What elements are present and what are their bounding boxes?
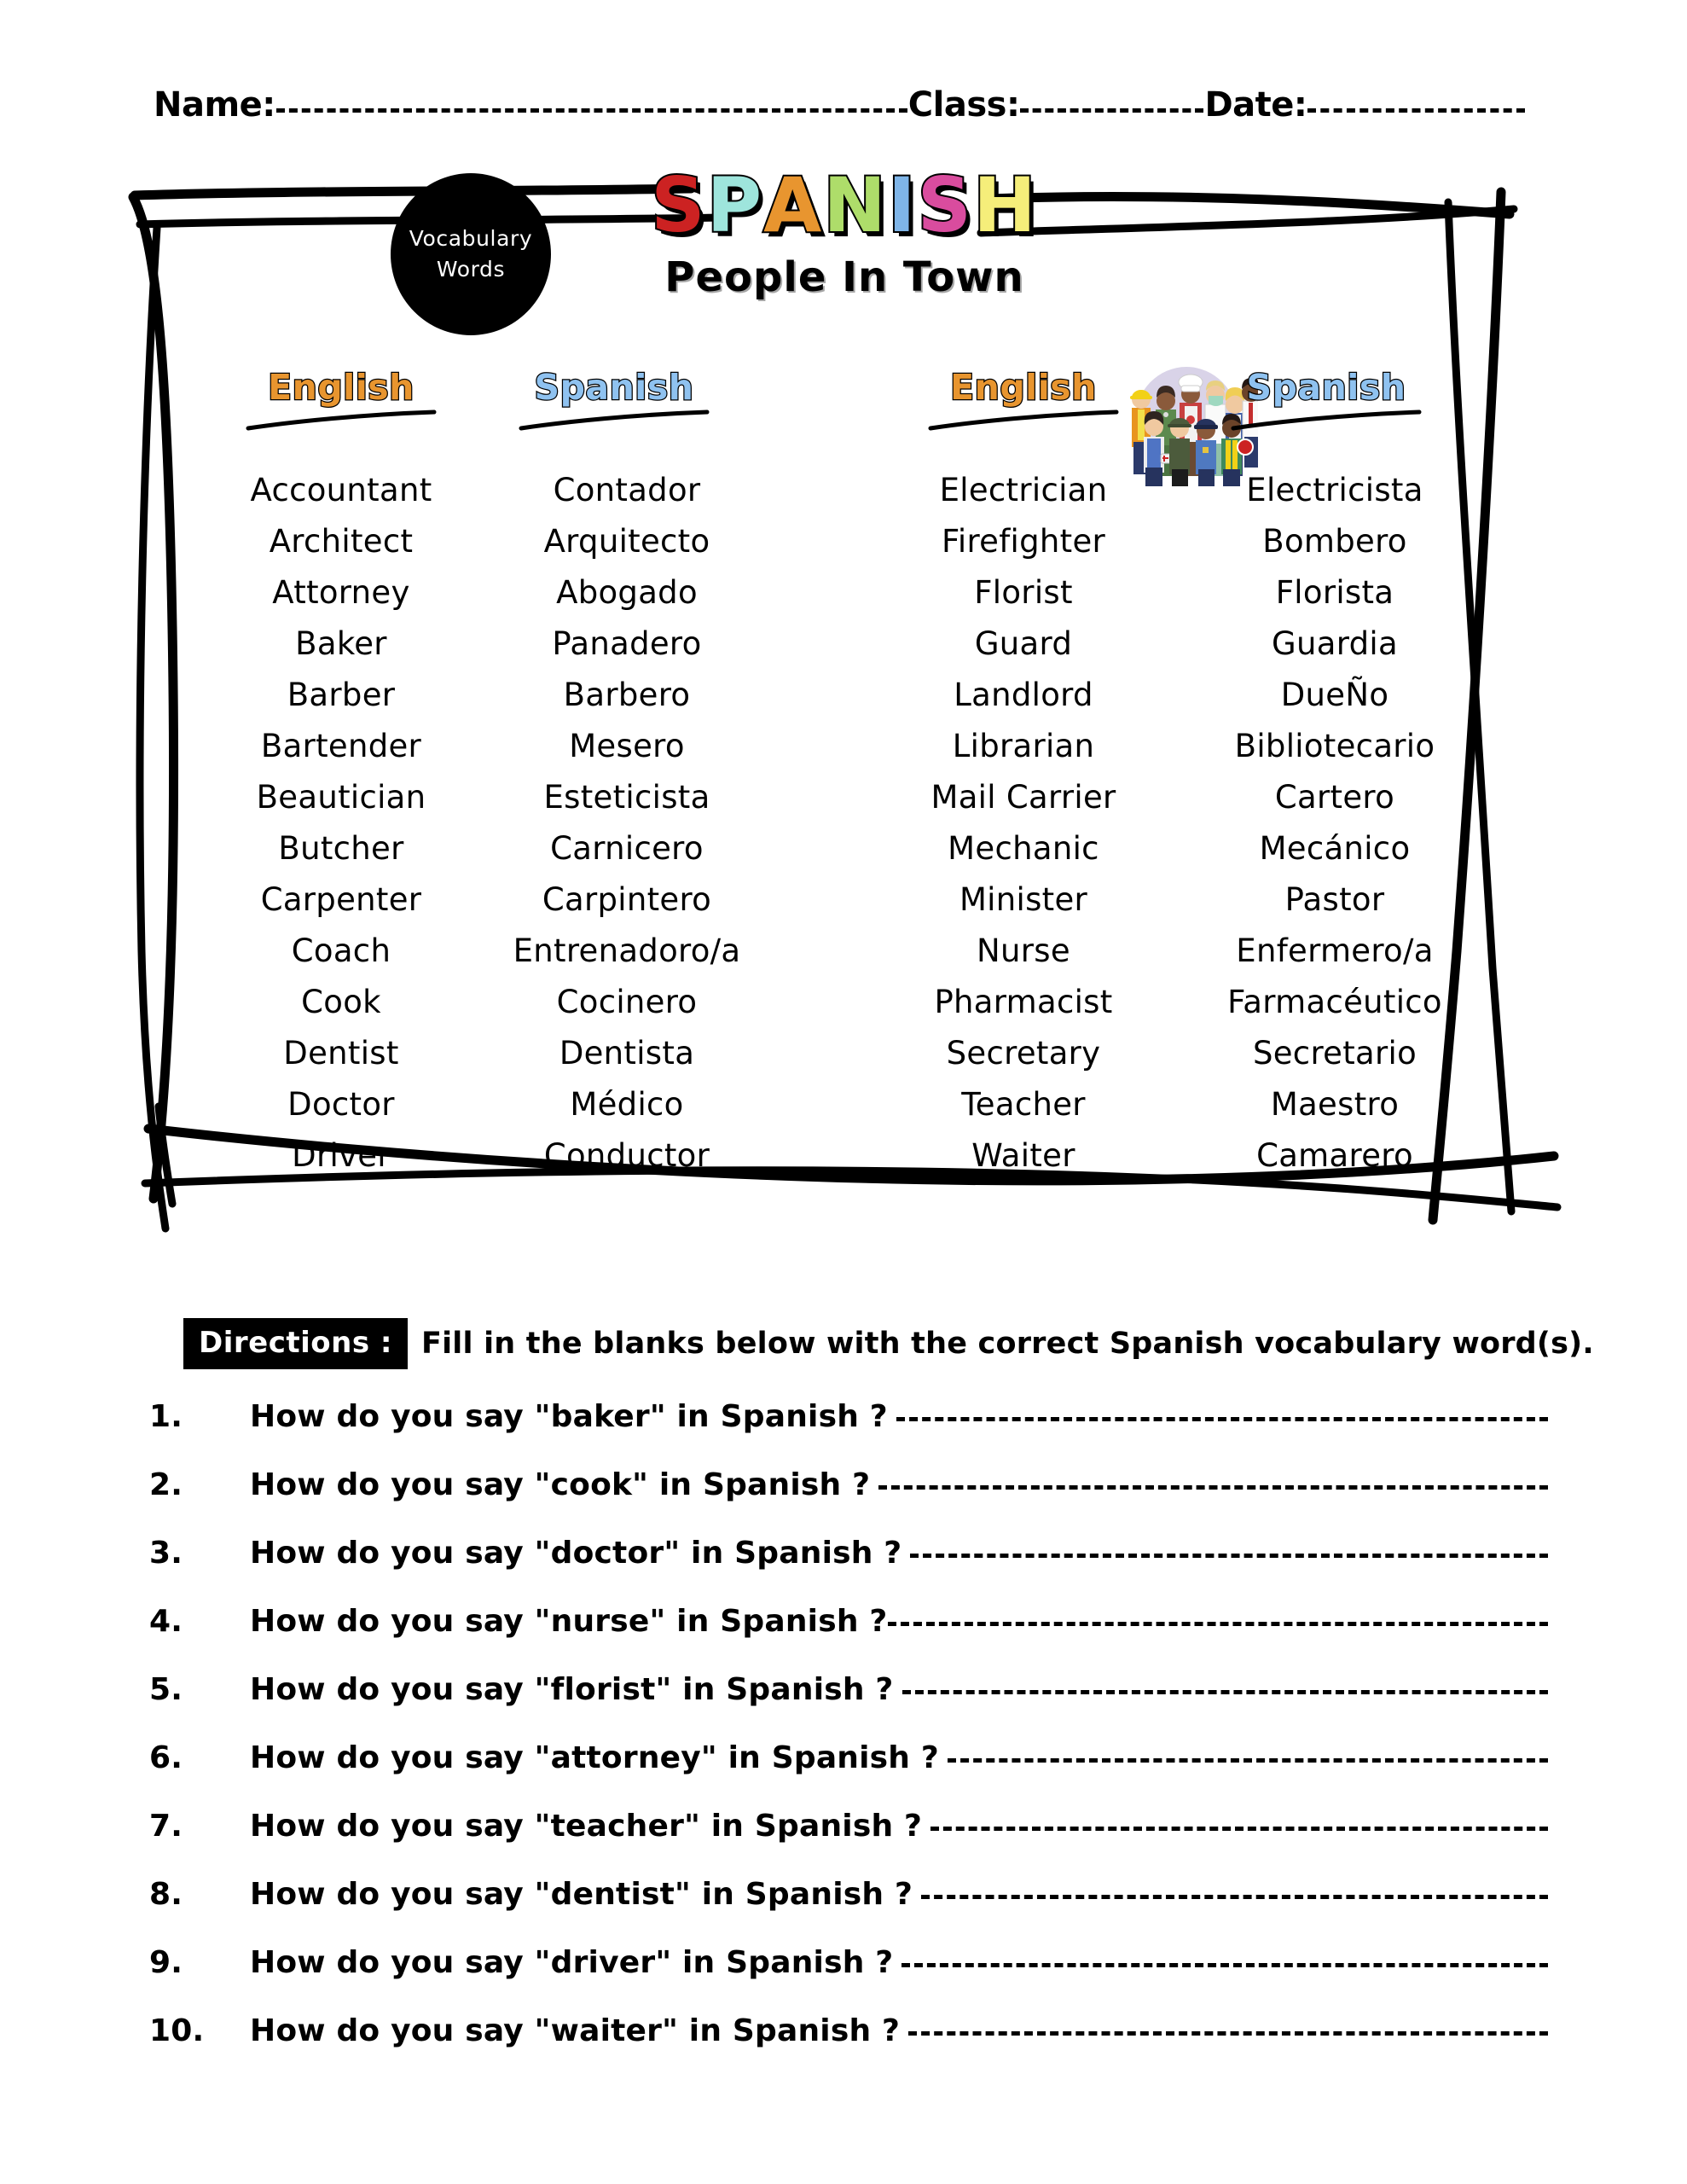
question-text: How do you say "teacher" in Spanish ? <box>250 1809 923 1844</box>
column-header-english-left <box>213 367 469 432</box>
title-letter-1: S <box>651 161 707 249</box>
badge-line-1: Vocabulary <box>409 225 533 251</box>
vocab-word-english: Florist <box>974 574 1073 611</box>
directions-text: Fill in the blanks below with the correct Spanish vocabulary word(s). <box>421 1327 1594 1361</box>
vocab-word-spanish: Maestro <box>1270 1086 1400 1123</box>
header-underline-swoosh <box>213 410 469 432</box>
vocab-word-english: Dentist <box>283 1035 399 1072</box>
answer-blank[interactable] <box>896 1417 1548 1421</box>
name-label: Name: <box>154 85 275 125</box>
vocab-word-english: Electrician <box>939 472 1108 508</box>
vocab-word-english: Mechanic <box>948 830 1099 867</box>
vocab-word-english: Librarian <box>952 728 1095 764</box>
question-number: 5. <box>149 1672 183 1707</box>
column-header-label: English <box>950 367 1097 408</box>
vocab-word-english: Bartender <box>260 728 422 764</box>
vocab-word-spanish: Abogado <box>556 574 698 611</box>
header-underline-swoosh <box>486 410 742 432</box>
question-row <box>149 1672 1548 1740</box>
vocab-word-spanish: Dentista <box>559 1035 695 1072</box>
vocab-word-english: Firefighter <box>941 523 1106 560</box>
column-header-spanish-left <box>486 367 742 432</box>
title-letter-6: S <box>917 161 974 249</box>
vocab-word-spanish: Mecánico <box>1259 830 1411 867</box>
vocabulary-table <box>128 367 1578 1174</box>
vocab-word-english: Cook <box>301 984 381 1020</box>
vocab-column-english-right <box>896 465 1151 1182</box>
question-number: 9. <box>149 1945 183 1980</box>
answer-blank[interactable] <box>930 1827 1548 1831</box>
answer-blank[interactable] <box>908 2031 1548 2036</box>
vocab-word-spanish: Florista <box>1275 574 1394 611</box>
question-number: 4. <box>149 1604 183 1639</box>
page-subtitle: People In Town <box>664 253 1024 302</box>
question-row <box>149 1809 1548 1877</box>
question-row <box>149 1740 1548 1809</box>
questions-list <box>149 1399 1548 2082</box>
answer-blank[interactable] <box>878 1485 1548 1490</box>
vocab-word-spanish: Pastor <box>1284 881 1385 918</box>
vocab-word-spanish: Contador <box>553 472 701 508</box>
page-title <box>580 161 1109 249</box>
vocab-word-spanish: Entrenadoro/a <box>513 932 741 969</box>
question-text: How do you say "dentist" in Spanish ? <box>250 1877 913 1912</box>
question-text: How do you say "cook" in Spanish ? <box>250 1467 871 1502</box>
class-blank[interactable] <box>1020 108 1203 113</box>
question-text: How do you say "baker" in Spanish ? <box>250 1399 888 1434</box>
vocab-column-english-left <box>213 465 469 1182</box>
vocab-word-english: Barber <box>287 677 396 713</box>
question-row <box>149 1399 1548 1467</box>
vocabulary-words-badge <box>391 173 551 335</box>
vocab-word-english: Coach <box>291 932 391 969</box>
vocab-word-english: Pharmacist <box>934 984 1113 1020</box>
vocab-word-english: Minister <box>959 881 1088 918</box>
question-number: 1. <box>149 1399 183 1434</box>
vocab-word-english: Butcher <box>278 830 404 867</box>
vocab-word-spanish: Guardia <box>1272 625 1398 662</box>
vocab-word-spanish: Conductor <box>543 1137 710 1174</box>
vocab-word-spanish: Carnicero <box>550 830 704 867</box>
worksheet-header <box>0 161 1687 346</box>
vocab-word-spanish: Farmacéutico <box>1227 984 1442 1020</box>
directions-bar <box>183 1318 1594 1369</box>
column-header-label: English <box>268 367 415 408</box>
vocab-word-spanish: Enfermero/a <box>1236 932 1434 969</box>
vocab-word-spanish: Bombero <box>1262 523 1407 560</box>
vocab-word-spanish: Bibliotecario <box>1234 728 1435 764</box>
answer-blank[interactable] <box>888 1622 1549 1626</box>
title-letter-5: I <box>887 161 918 249</box>
answer-blank[interactable] <box>948 1758 1548 1763</box>
question-text: How do you say "nurse" in Spanish ? <box>250 1604 888 1639</box>
date-blank[interactable] <box>1307 108 1525 113</box>
question-text: How do you say "doctor" in Spanish ? <box>250 1536 902 1571</box>
vocab-word-english: Driver <box>292 1137 391 1174</box>
column-header-spanish-right <box>1198 367 1454 432</box>
question-row <box>149 1536 1548 1604</box>
question-text: How do you say "driver" in Spanish ? <box>250 1945 894 1980</box>
vocab-column-spanish-left <box>486 465 768 1182</box>
question-row <box>149 1945 1548 2013</box>
question-number: 3. <box>149 1536 183 1571</box>
answer-blank[interactable] <box>910 1554 1548 1558</box>
question-row <box>149 1467 1548 1536</box>
column-header-label: Spanish <box>534 367 694 408</box>
directions-tag: Directions : <box>183 1318 408 1369</box>
question-text: How do you say "florist" in Spanish ? <box>250 1672 894 1707</box>
title-letter-7: H <box>973 161 1038 249</box>
answer-blank[interactable] <box>921 1895 1548 1899</box>
column-header-english-right <box>896 367 1151 432</box>
answer-blank[interactable] <box>902 1690 1548 1694</box>
title-block <box>580 161 1109 302</box>
vocab-word-english: Teacher <box>961 1086 1086 1123</box>
vocab-word-spanish: Mesero <box>569 728 685 764</box>
vocab-word-spanish: Camarero <box>1256 1137 1413 1174</box>
vocab-word-spanish: Electricista <box>1246 472 1423 508</box>
vocab-word-spanish: DueÑo <box>1280 677 1389 713</box>
question-row <box>149 1604 1548 1672</box>
vocab-word-english: Attorney <box>272 574 410 611</box>
student-info-line <box>154 85 1535 136</box>
vocab-column-spanish-right <box>1186 465 1484 1182</box>
vocab-word-english: Accountant <box>250 472 432 508</box>
header-underline-swoosh <box>1198 410 1454 432</box>
vocab-word-spanish: Barbero <box>563 677 691 713</box>
vocab-word-english: Carpenter <box>260 881 422 918</box>
vocab-word-spanish: Cocinero <box>556 984 698 1020</box>
vocab-word-spanish: Secretario <box>1252 1035 1417 1072</box>
header-underline-swoosh <box>896 410 1151 432</box>
class-label: Class: <box>907 85 1020 125</box>
column-header-label: Spanish <box>1246 367 1406 408</box>
date-label: Date: <box>1204 85 1307 125</box>
vocabulary-column-headers <box>128 367 1578 465</box>
vocab-word-english: Beautician <box>256 779 426 816</box>
question-number: 10. <box>149 2013 205 2048</box>
question-number: 7. <box>149 1809 183 1844</box>
question-row <box>149 2013 1548 2082</box>
vocab-word-spanish: Esteticista <box>543 779 710 816</box>
vocab-word-english: Landlord <box>954 677 1093 713</box>
title-letter-4: N <box>823 161 888 249</box>
vocab-word-english: Baker <box>295 625 387 662</box>
badge-line-2: Words <box>436 257 506 282</box>
vocab-word-spanish: Médico <box>570 1086 684 1123</box>
vocab-word-spanish: Cartero <box>1274 779 1395 816</box>
title-letter-2: P <box>706 161 764 249</box>
name-blank[interactable] <box>276 108 907 113</box>
vocab-word-spanish: Arquitecto <box>543 523 710 560</box>
vocab-word-english: Guard <box>974 625 1073 662</box>
question-number: 6. <box>149 1740 183 1775</box>
vocab-word-spanish: Carpintero <box>542 881 712 918</box>
answer-blank[interactable] <box>901 1963 1548 1967</box>
question-number: 8. <box>149 1877 183 1912</box>
vocab-word-english: Doctor <box>287 1086 395 1123</box>
title-letter-3: A <box>763 161 824 249</box>
question-text: How do you say "waiter" in Spanish ? <box>250 2013 901 2048</box>
vocab-word-english: Mail Carrier <box>930 779 1116 816</box>
vocab-word-spanish: Panadero <box>552 625 702 662</box>
question-number: 2. <box>149 1467 183 1502</box>
vocab-word-english: Secretary <box>946 1035 1101 1072</box>
vocab-word-english: Architect <box>269 523 414 560</box>
question-row <box>149 1877 1548 1945</box>
vocab-word-english: Waiter <box>971 1137 1075 1174</box>
vocab-word-english: Nurse <box>977 932 1070 969</box>
question-text: How do you say "attorney" in Spanish ? <box>250 1740 939 1775</box>
